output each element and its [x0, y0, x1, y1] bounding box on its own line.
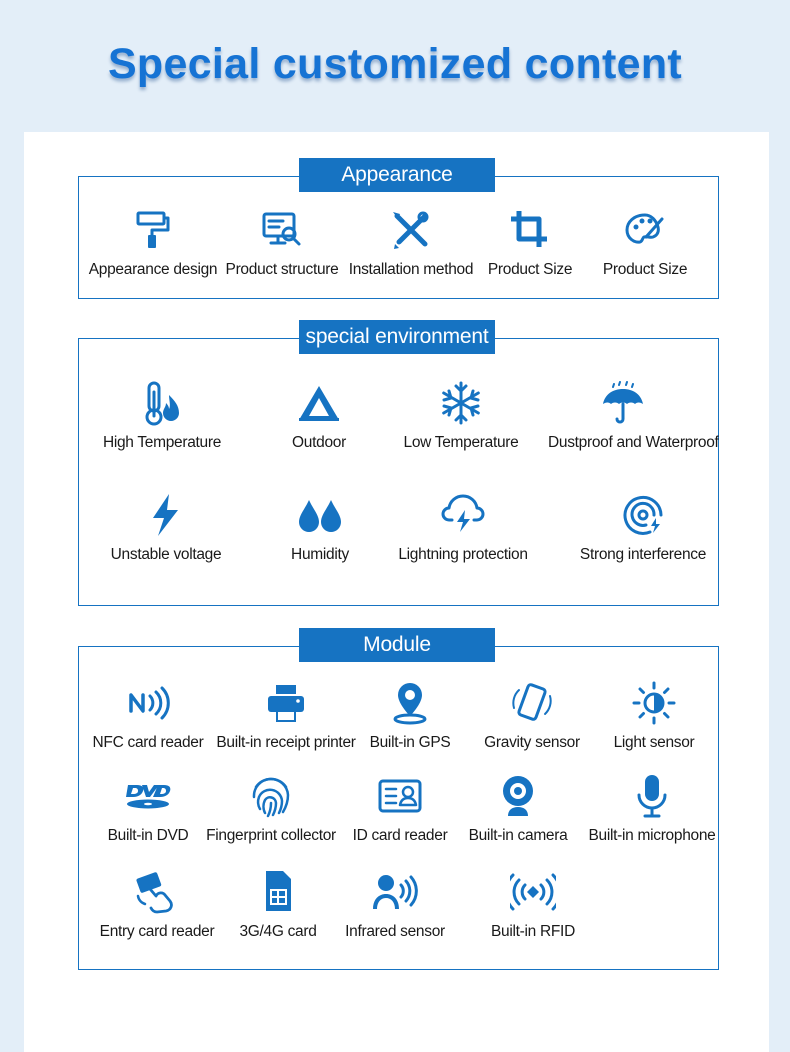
environment-header: special environment [299, 320, 495, 354]
interference-icon [620, 492, 666, 538]
module-item-label: ID card reader [352, 827, 448, 844]
module-item-label: Infrared sensor [345, 923, 445, 940]
appearance-item-label: Product Size [487, 261, 573, 278]
person-sensor-icon [372, 869, 418, 915]
module-item-label: Built-in GPS [369, 734, 451, 751]
environment-item-humidity [245, 492, 395, 564]
module-item-infrared [320, 869, 470, 941]
environment-item-high-temperature [87, 380, 237, 452]
tent-icon [296, 380, 342, 426]
environment-item-voltage [91, 492, 241, 564]
environment-item-label: Dustproof and Waterproof [548, 434, 719, 451]
module-header: Module [299, 628, 495, 662]
environment-item-label: High Temperature [102, 434, 222, 451]
paint-roller-icon [130, 207, 176, 253]
environment-item-label: Unstable voltage [110, 546, 222, 563]
thunder-cloud-icon [440, 492, 486, 538]
structure-search-icon [259, 207, 305, 253]
thermometer-fire-icon [139, 380, 185, 426]
dvd-icon [125, 773, 171, 819]
environment-item-label: Humidity [291, 546, 349, 563]
palette-icon [622, 207, 668, 253]
module-item-light [579, 680, 729, 752]
snowflake-icon [438, 380, 484, 426]
environment-item-interference [568, 492, 718, 564]
environment-section [78, 338, 719, 606]
module-item-label: Light sensor [613, 734, 695, 751]
module-item-camera [443, 773, 593, 845]
water-drops-icon [297, 492, 343, 538]
appearance-item-size-2 [570, 207, 720, 279]
appearance-header: Appearance [299, 158, 495, 192]
tools-icon [388, 207, 434, 253]
module-item-label: Built-in microphone [588, 827, 716, 844]
module-item-label: Built-in camera [468, 827, 568, 844]
fingerprint-icon [248, 773, 294, 819]
module-item-label: Gravity sensor [484, 734, 580, 751]
module-item-label: Built-in RFID [491, 923, 575, 940]
rfid-icon [510, 869, 556, 915]
printer-icon [263, 680, 309, 726]
appearance-item-design [78, 207, 228, 279]
appearance-item-label: Installation method [348, 261, 474, 278]
location-pin-icon [387, 680, 433, 726]
module-item-label: 3G/4G card [239, 923, 317, 940]
environment-item-outdoor [244, 380, 394, 452]
appearance-item-label: Appearance design [88, 261, 218, 278]
page-title: Special customized content [107, 40, 683, 88]
module-item-label: NFC card reader [92, 734, 204, 751]
brightness-icon [631, 680, 677, 726]
environment-item-label: Outdoor [292, 434, 346, 451]
environment-item-label: Low Temperature [403, 434, 519, 451]
nfc-icon [125, 680, 171, 726]
appearance-item-structure [207, 207, 357, 279]
module-item-microphone [577, 773, 727, 845]
lightning-icon [143, 492, 189, 538]
environment-item-dustproof [548, 380, 719, 452]
module-item-label: Built-in receipt printer [216, 734, 356, 751]
appearance-item-label: Product structure [225, 261, 339, 278]
microphone-icon [629, 773, 675, 819]
module-item-label: Built-in DVD [107, 827, 189, 844]
sim-card-icon [255, 869, 301, 915]
environment-item-lightning-protection [388, 492, 538, 564]
module-item-rfid [458, 869, 608, 941]
environment-item-label: Strong interference [579, 546, 707, 563]
environment-item-label: Lightning protection [398, 546, 528, 563]
module-item-label: Fingerprint collector [206, 827, 336, 844]
rotate-phone-icon [509, 680, 555, 726]
appearance-item-label: Product Size [602, 261, 688, 278]
environment-item-low-temperature [386, 380, 536, 452]
module-item-label: Entry card reader [99, 923, 215, 940]
webcam-icon [495, 773, 541, 819]
card-tap-icon [134, 869, 180, 915]
module-item-fingerprint [196, 773, 346, 845]
id-card-icon [377, 773, 423, 819]
crop-icon [507, 207, 553, 253]
module-item-nfc [73, 680, 223, 752]
umbrella-icon [600, 380, 646, 426]
